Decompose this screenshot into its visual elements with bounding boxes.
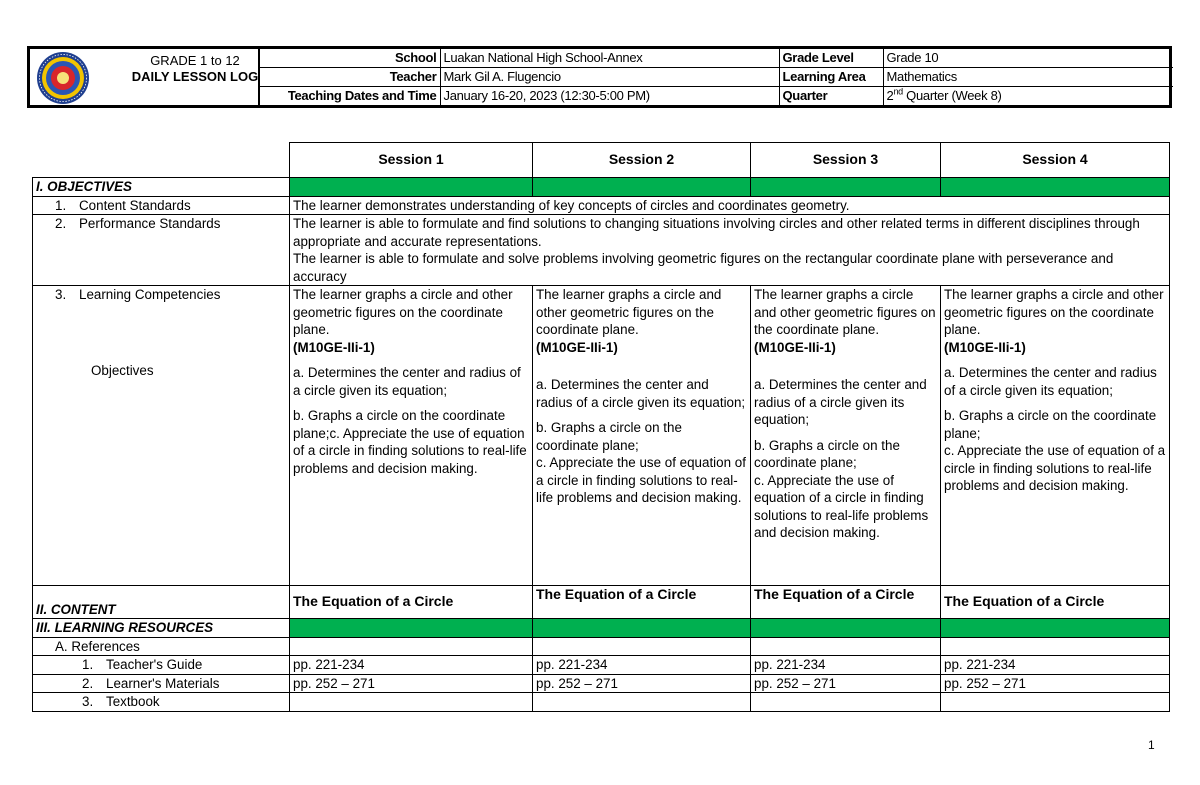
- deped-seal-icon: [36, 51, 90, 105]
- green-fill: [751, 178, 941, 197]
- session-4-competency: The learner graphs a circle and other geometric figures on the coordinate plane. (M10GE-IIi-1) a. Determines the center and radius of a circle given its equation; b. Graphs a circle on the coordinate plane; c. Appreciate the use of equation of a circle in finding solutions to real-life problems and decision making.: [941, 286, 1170, 586]
- learning-area-value: Mathematics: [883, 68, 1173, 87]
- session-1-content: The Equation of a Circle: [290, 586, 533, 619]
- teacher-label: Teacher: [259, 68, 440, 87]
- session-2-header: Session 2: [533, 143, 751, 178]
- session-header-row: [33, 143, 1170, 178]
- resources-heading: III. LEARNING RESOURCES: [33, 619, 290, 638]
- session-4-lm: pp. 252 – 271: [941, 674, 1170, 693]
- teachers-guide-label: 1. Teacher's Guide: [33, 656, 290, 675]
- content-heading: II. CONTENT: [33, 586, 290, 619]
- session-2-tg: pp. 221-234: [533, 656, 751, 675]
- textbook-row: [33, 693, 1170, 712]
- content-standards-text: The learner demonstrates understanding of key concepts of circles and coordinates geometry.: [290, 196, 1170, 215]
- session-3-header: Session 3: [751, 143, 941, 178]
- objectives-heading-row: [33, 178, 1170, 197]
- session-1-header: Session 1: [290, 143, 533, 178]
- green-fill: [533, 619, 751, 638]
- session-4-tg: pp. 221-234: [941, 656, 1170, 675]
- session-1-competency: The learner graphs a circle and other geometric figures on the coordinate plane. (M10GE-IIi-1) a. Determines the center and radius of a circle given its equation; b. Graphs a circle on the coordinate plane;c. Appreciate the use of equation of a circle in finding solutions to real-life problems and decision making.: [290, 286, 533, 586]
- learners-materials-row: [33, 674, 1170, 693]
- textbook-label: 3. Textbook: [33, 693, 290, 712]
- dates-value: January 16-20, 2023 (12:30-5:00 PM): [440, 87, 779, 106]
- blank-corner: [33, 143, 290, 178]
- green-fill: [290, 619, 533, 638]
- green-fill: [941, 178, 1170, 197]
- page-number: 1: [1148, 738, 1155, 752]
- session-3-content: The Equation of a Circle: [751, 586, 941, 619]
- session-3-competency: The learner graphs a circle and other geometric figures on the coordinate plane. (M10GE-IIi-1) a. Determines the center and radius of a circle given its equation; b. Graphs a circle on the coordinate plane; c. Appreciate the use of equation of a circle in finding solutions to real-life problems and decision making.: [751, 286, 941, 586]
- session-3-lm: pp. 252 – 271: [751, 674, 941, 693]
- objectives-heading: I. OBJECTIVES: [33, 178, 290, 197]
- lesson-plan-table: [32, 142, 1170, 712]
- session-4-content: The Equation of a Circle: [941, 586, 1170, 619]
- session-1-lm: pp. 252 – 271: [290, 674, 533, 693]
- green-fill: [751, 619, 941, 638]
- grade-range: GRADE 1 to 12: [150, 53, 240, 68]
- session-4-header: Session 4: [941, 143, 1170, 178]
- learning-competencies-label: 3. Learning Competencies Objectives: [33, 286, 290, 586]
- green-fill: [533, 178, 751, 197]
- quarter-value: 2nd Quarter (Week 8): [883, 87, 1173, 106]
- performance-standards-text: The learner is able to formulate and find solutions to changing situations involving circles and other related terms in different disciplines through appropriate and accurate representations. The learner is able to formulate and solve problems involving geometric figures on the rectangular coordinate plane with perseverance and accuracy: [290, 215, 1170, 286]
- green-fill: [290, 178, 533, 197]
- session-1-tg: pp. 221-234: [290, 656, 533, 675]
- resources-heading-row: [33, 619, 1170, 638]
- teachers-guide-row: [33, 656, 1170, 675]
- school-value: Luakan National High School-Annex: [440, 49, 779, 68]
- performance-standards-label: 2. Performance Standards: [33, 215, 290, 286]
- content-row: [33, 586, 1170, 619]
- quarter-label: Quarter: [779, 87, 883, 106]
- session-2-lm: pp. 252 – 271: [533, 674, 751, 693]
- daily-lesson-log-title: DAILY LESSON LOG: [131, 69, 259, 84]
- green-fill: [941, 619, 1170, 638]
- session-2-content: The Equation of a Circle: [533, 586, 751, 619]
- session-3-tg: pp. 221-234: [751, 656, 941, 675]
- references-row: [33, 637, 1170, 656]
- learners-materials-label: 2. Learner's Materials: [33, 674, 290, 693]
- header-info-grid: [258, 49, 1173, 105]
- school-label: School: [259, 49, 440, 68]
- objectives-sublabel: Objectives: [91, 362, 154, 378]
- references-label: A. References: [33, 637, 290, 656]
- learning-area-label: Learning Area: [779, 68, 883, 87]
- grade-level-value: Grade 10: [883, 49, 1173, 68]
- lesson-log-header: [27, 46, 1172, 108]
- dates-label: Teaching Dates and Time: [259, 87, 440, 106]
- session-2-competency: The learner graphs a circle and other geometric figures on the coordinate plane. (M10GE-IIi-1) a. Determines the center and radius of a circle given its equation; b. Graphs a circle on the coordinate plane; c. Appreciate the use of equation of a circle in finding solutions to real-life problems and decision making.: [533, 286, 751, 586]
- learning-competencies-row: [33, 286, 1170, 586]
- teacher-value: Mark Gil A. Flugencio: [440, 68, 779, 87]
- grade-level-label: Grade Level: [779, 49, 883, 68]
- performance-standards-row: [33, 215, 1170, 286]
- content-standards-label: 1. Content Standards: [33, 196, 290, 215]
- content-standards-row: [33, 196, 1170, 215]
- log-title-block: [125, 53, 265, 85]
